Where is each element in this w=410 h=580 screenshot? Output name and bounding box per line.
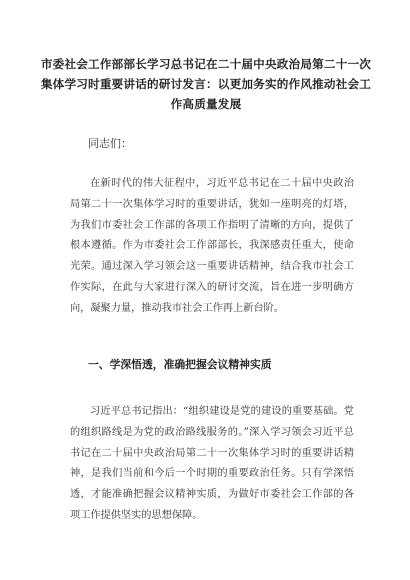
salutation: 同志们： xyxy=(88,137,132,150)
section-paragraph: 习近平总书记指出：“组织建设是党的建设的重要基础。党的组织路线是为党的政治路线服务的。”深入学习领会习近平总书记在二十届中央政治局第二十一次集体学习时的重要讲话精神，是我们当前和今后一个时期的重要政治任务。只有学深悟透，才能准确把握会议精神实质，为做好市委社会工作部的各项工作提供坚实的思想保障。 xyxy=(70,406,354,521)
section-heading: 一、学深悟透，准确把握会议精神实质 xyxy=(88,358,272,371)
intro-paragraph: 在新时代的伟大征程中，习近平总书记在二十届中央政治局第二十一次集体学习时的重要讲话，犹如一座明亮的灯塔，为我们市委社会工作部的各项工作指明了清晰的方向，提供了根本遵循。作为市委社会工作部部长，我深感责任重大，使命光荣。通过深入学习领会这一重要讲话精神，结合我市社会工作实际，在此与大家进行深入的研讨交流，旨在进一步明确方向，凝聚力量，推动我市社会工作再上新台阶。 xyxy=(70,178,354,314)
document-title: 市委社会工作部部长学习总书记在二十届中央政治局第二十一次集体学习时重要讲话的研讨发言：以更加务实的作风推动社会工作高质量发展 xyxy=(40,57,372,111)
